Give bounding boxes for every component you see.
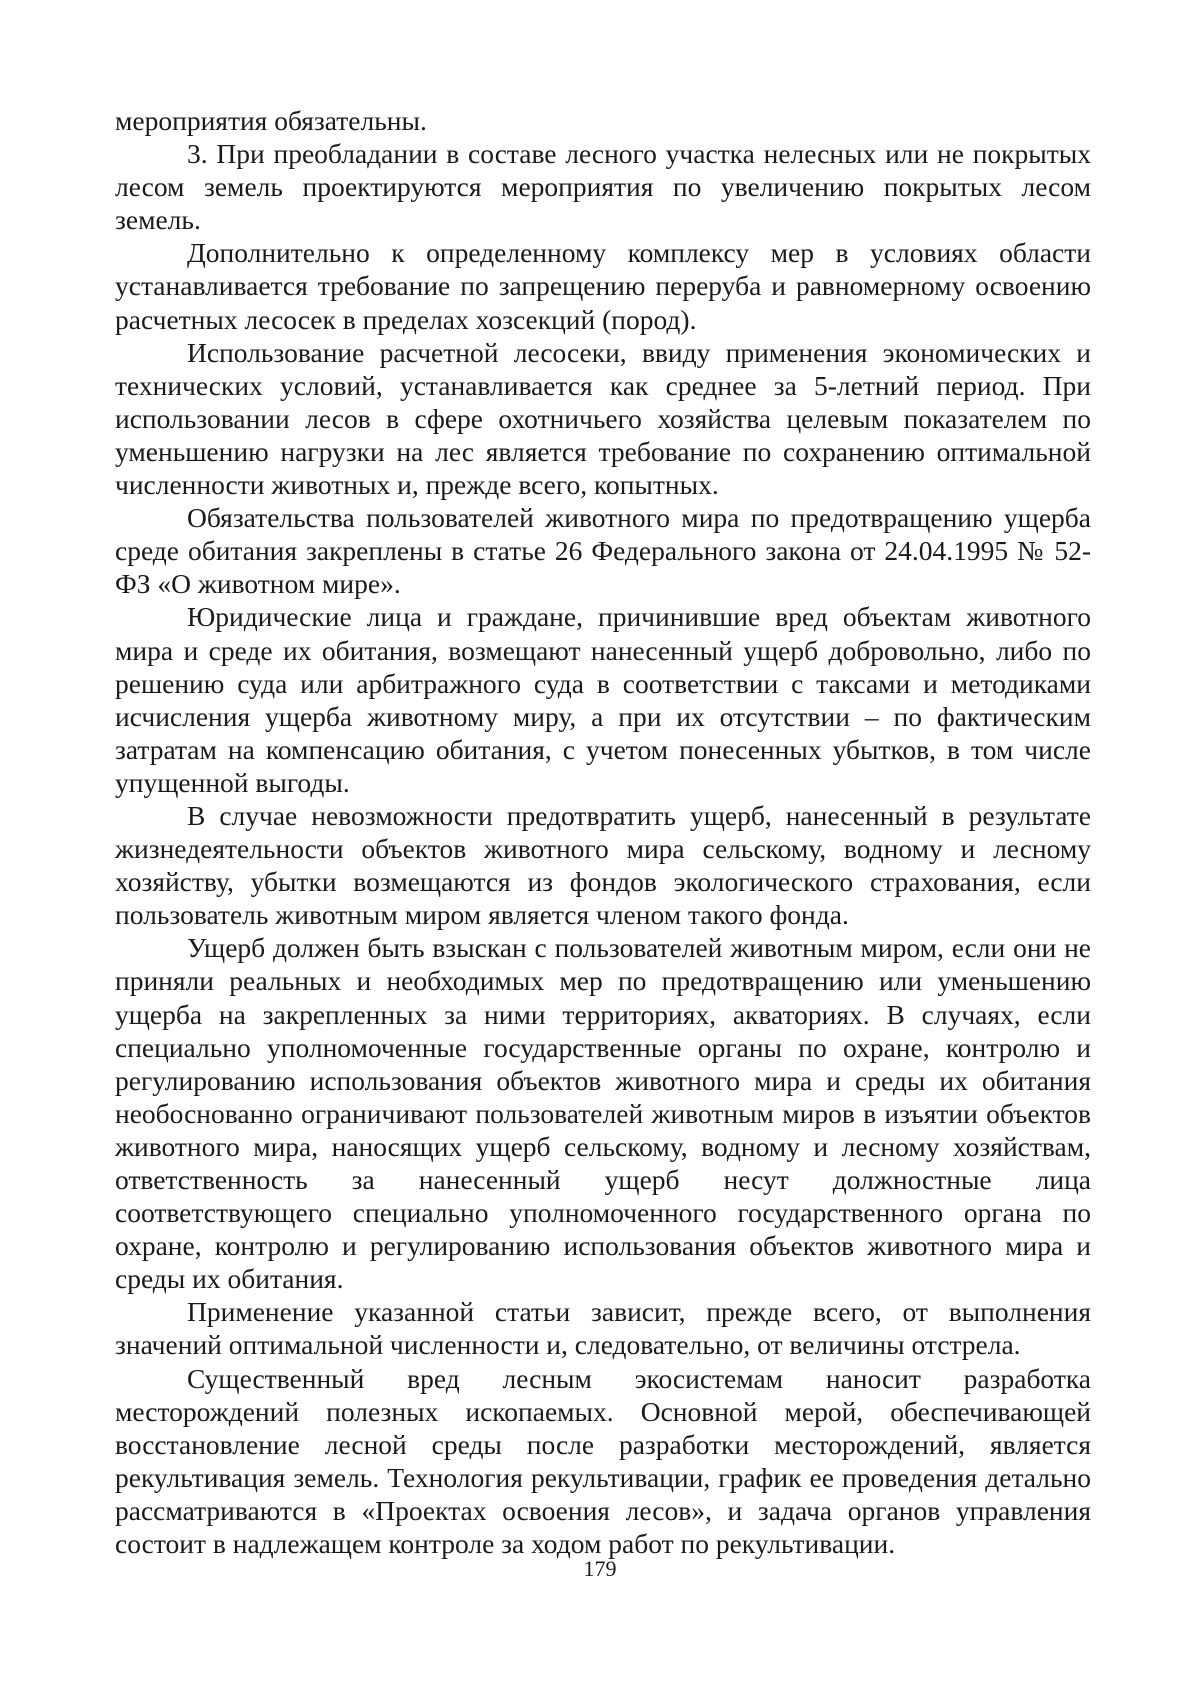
paragraph-damage-recovery: Ущерб должен быть взыскан с пользователей животным миром, если они не приняли реальных и необходимых мер по предотвращению или уменьшению ущерба на закрепленных за ними территориях, акваториях. В случаях, если специально уполномоченные государственные органы по охране, контролю и регулированию использования объектов животного мира и среды их обитания необоснованно ограничивают пользователей животным миров в изъятии объектов животного мира, наносящих ущерб сельскому, водному и лесному хозяйствам, ответственность за нанесенный ущерб несут должностные лица соответствующего специально уполномоченного государственного органа по охране, контролю и регулированию использования объектов животного мира и среды их обитания.	[115, 932, 1091, 1295]
paragraph-damage-insurance: В случае невозможности предотвратить ущерб, нанесенный в результате жизнедеятельности объектов животного мира сельскому, водному и лесному хозяйству, убытки возмещаются из фондов экологического страхования, если пользователь животным миром является членом такого фонда.	[115, 799, 1091, 931]
paragraph-article-application: Применение указанной статьи зависит, прежде всего, от выполнения значений оптимальной численности и, следовательно, от величины отстрела.	[115, 1296, 1091, 1361]
paragraph-additional-requirements: Дополнительно к определенному комплексу мер в условиях области устанавливается требование по запрещению переруба и равномерному освоению расчетных лесосек в пределах хозсекций (пород).	[115, 237, 1091, 335]
document-body	[115, 104, 1091, 1560]
paragraph-mining-recultivation: Существенный вред лесным экосистемам наносит разработка месторождений полезных ископаемых. Основной мерой, обеспечивающей восстановление лесной среды после разработки месторождений, является рекультивация земель. Технология рекультивации, график ее проведения детально рассматриваются в «Проектах освоения лесов», и задача органов управления состоит в надлежащем контроле за ходом работ по рекультивации.	[115, 1362, 1091, 1560]
paragraph-legal-entities: Юридические лица и граждане, причинившие вред объектам животного мира и среде их обитания, возмещают нанесенный ущерб добровольно, либо по решению суда или арбитражного суда в соответствии с таксами и методиками исчисления ущерба животному миру, а при их отсутствии – по фактическим затратам на компенсацию обитания, с учетом понесенных убытков, в том числе упущенной выгоды.	[115, 601, 1091, 798]
paragraph-logging-use: Использование расчетной лесосеки, ввиду применения экономических и технических условий, устанавливается как среднее за 5-летний период. При использовании лесов в сфере охотничьего хозяйства целевым показателем по уменьшению нагрузки на лес является требование по сохранению оптимальной численности животных и, прежде всего, копытных.	[115, 336, 1091, 501]
paragraph-obligations: Обязательства пользователей животного мира по предотвращению ущерба среде обитания закреплены в статье 26 Федерального закона от 24.04.1995 № 52-ФЗ «О животном мире».	[115, 502, 1091, 600]
page-number: 179	[583, 1556, 617, 1581]
paragraph-item-3: 3. При преобладании в составе лесного участка нелесных или не покрытых лесом земель проектируются мероприятия по увеличению покрытых лесом земель.	[115, 138, 1091, 236]
paragraph-continuation: мероприятия обязательны.	[115, 105, 427, 136]
